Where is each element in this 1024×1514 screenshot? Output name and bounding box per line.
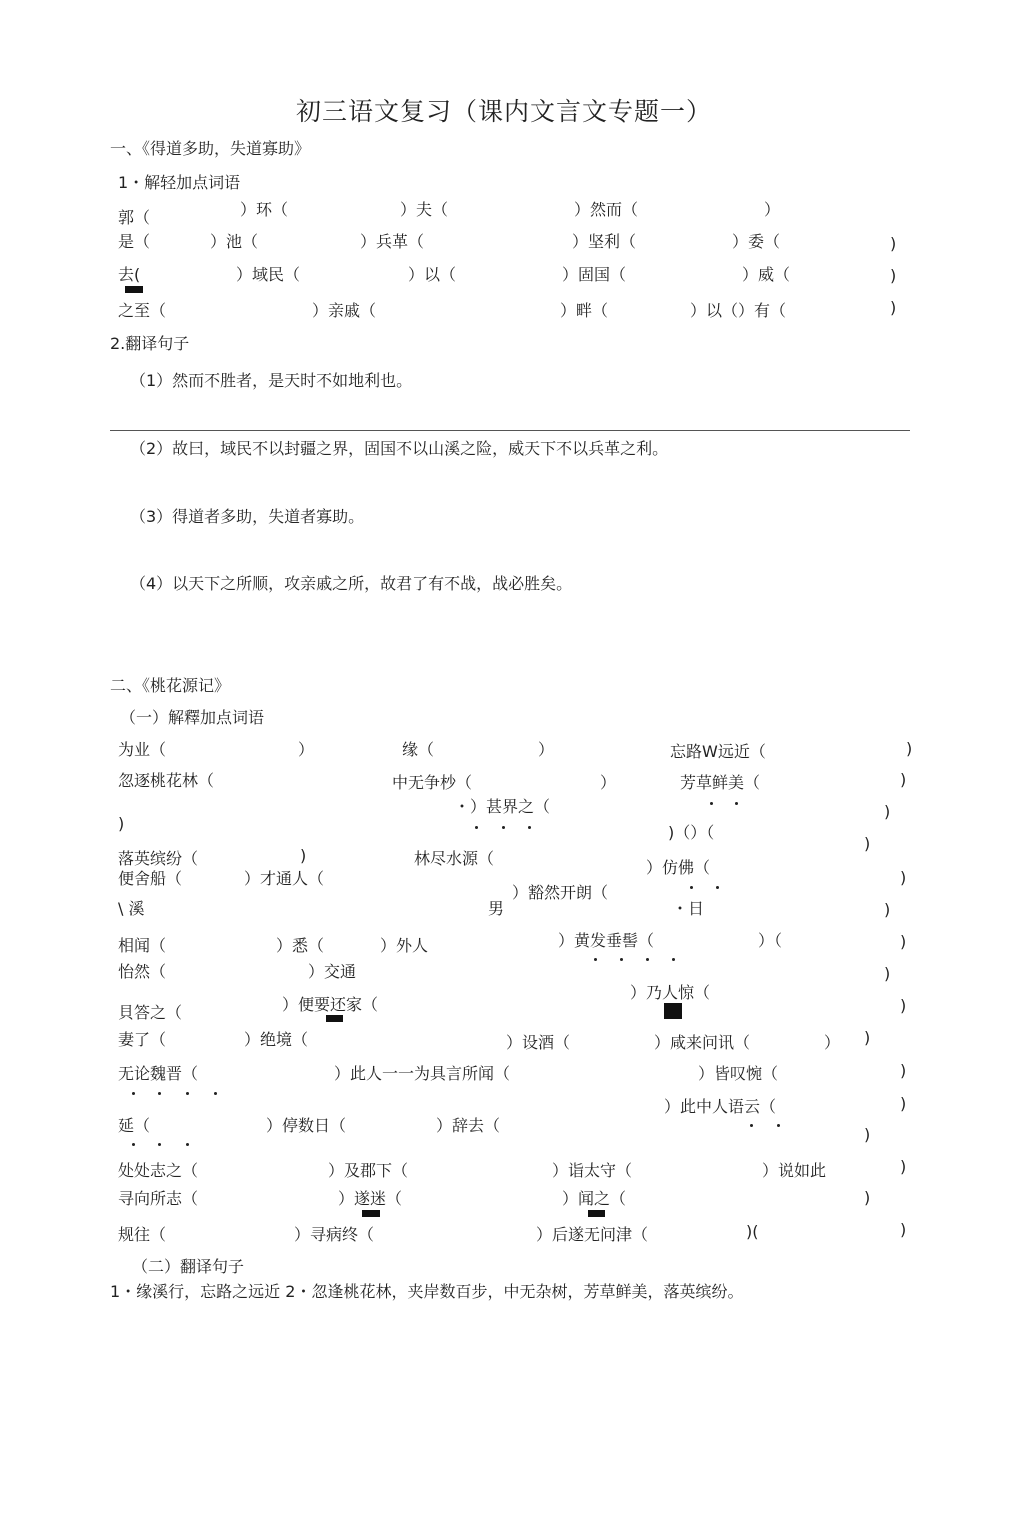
blank-label: 男 <box>488 899 505 918</box>
blank-label: ）皆叹惋（ <box>698 1064 779 1083</box>
emphasis-dot <box>158 1143 161 1146</box>
emphasis-dot <box>672 958 675 961</box>
blank-label: ）域民（ <box>236 265 301 284</box>
emphasis-dot <box>158 1092 161 1095</box>
emphasis-dot <box>735 802 738 805</box>
blank-label: ) <box>864 1028 871 1047</box>
blank-label: ）才通人（ <box>244 869 325 888</box>
blank-label: ）此人一一为具言所闻（ <box>334 1064 511 1083</box>
blank-label: ) <box>900 1061 907 1080</box>
blank-label: 便舍船（ <box>118 869 183 888</box>
emphasis-dot <box>132 1092 135 1095</box>
emphasis-mark <box>125 286 143 293</box>
blank-label: ) <box>900 868 907 887</box>
translation-sentence: （2）故曰，域民不以封疆之界，固国不以山溪之险，威天下不以兵革之利。 <box>130 439 669 458</box>
blank-label: ) <box>300 846 307 865</box>
blank-label: ） <box>824 1033 841 1052</box>
blank-label: ）诣太守（ <box>552 1161 633 1180</box>
blank-label: ) <box>890 234 897 253</box>
blank-label: ）夫（ <box>400 200 449 219</box>
blank-label: 无论魏晋（ <box>118 1064 199 1083</box>
emphasis-dot <box>475 826 478 829</box>
blank-label: 处处志之（ <box>118 1161 199 1180</box>
blank-label: ）威（ <box>742 265 791 284</box>
blank-label: 之至（ <box>118 301 167 320</box>
blank-label: ）寻病终（ <box>294 1225 375 1244</box>
blank-label: ) <box>890 266 897 285</box>
blank-label: ）停数日（ <box>266 1116 347 1135</box>
blank-label: ） <box>600 773 617 792</box>
blank-label: ）畔（ <box>560 301 609 320</box>
blank-label: 为业（ <box>118 740 167 759</box>
section-2-subheading-words: （一）解釋加点词语 <box>120 708 265 727</box>
blank-label: ) <box>864 834 871 853</box>
emphasis-mark <box>326 1015 343 1022</box>
section-1-subheading-translate: 2.翻译句子 <box>110 334 190 353</box>
blank-label: \ 溪 <box>118 899 145 918</box>
emphasis-dot <box>777 1124 780 1127</box>
blank-label: ・）甚界之（ <box>454 797 551 816</box>
blank-label: ）及郡下（ <box>328 1161 409 1180</box>
translation-sentence: （1）然而不胜者，是天时不如地利也。 <box>130 371 413 390</box>
blank-label: 落英缤纷（ <box>118 849 199 868</box>
section-1-heading: 一、《得道多助，失道寡助》 <box>110 139 311 158</box>
blank-label: 是（ <box>118 232 151 251</box>
blank-label: ）闻之（ <box>562 1189 627 1208</box>
page-title: 初三语文复习（课内文言文专题一） <box>296 97 713 126</box>
emphasis-dot <box>186 1143 189 1146</box>
blank-label: ) <box>864 1188 871 1207</box>
blank-label: 延（ <box>118 1116 151 1135</box>
blank-label: 貝答之（ <box>118 1003 183 1022</box>
blank-label: ）设酒（ <box>506 1033 571 1052</box>
blank-label: )（）（ <box>668 823 715 842</box>
translation-sentence: 1・缘溪行，忘路之远近 2・忽逢桃花林，夹岸数百步，中无杂树，芳草鲜美，落英缤纷。 <box>110 1282 744 1301</box>
emphasis-dot <box>646 958 649 961</box>
emphasis-dot <box>690 886 693 889</box>
blank-label: 中无争杪（ <box>392 773 473 792</box>
blank-label: ）环（ <box>240 200 289 219</box>
blank-label: ）后遂无问津（ <box>536 1225 649 1244</box>
blank-label: ）说如此 <box>762 1161 827 1180</box>
blank-label: ) <box>884 900 891 919</box>
blank-label: 去( <box>118 265 141 284</box>
blank-label: ・日 <box>672 899 705 918</box>
blank-label: ) <box>900 1094 907 1113</box>
blank-label: )( <box>746 1222 759 1241</box>
blank-label: ）黄发垂髻（ <box>558 931 655 950</box>
emphasis-dot <box>750 1124 753 1127</box>
emphasis-dot <box>132 1143 135 1146</box>
blank-label: ) <box>900 1157 907 1176</box>
blank-label: 郭（ <box>118 208 151 227</box>
section-2-subheading-translate: （二）翻译句子 <box>132 1257 245 1276</box>
emphasis-dot <box>528 826 531 829</box>
blank-label: ) <box>864 1125 871 1144</box>
blank-label: 相闻（ <box>118 936 167 955</box>
blank-label: ) <box>906 739 913 758</box>
blank-label: ) <box>118 814 125 833</box>
blank-label: ）交通 <box>308 962 357 981</box>
blank-label: ) <box>900 1220 907 1239</box>
blank-label: 林尽水源（ <box>414 849 495 868</box>
blank-label: ）兵革（ <box>360 232 425 251</box>
blank-label: 芳草鲜美（ <box>680 773 761 792</box>
emphasis-dot <box>716 886 719 889</box>
blank-label: ）豁然开朗（ <box>512 883 609 902</box>
answer-line <box>110 430 910 431</box>
blank-label: 缘（ <box>402 740 435 759</box>
blank-label: ）便要还家（ <box>282 995 379 1014</box>
blank-label: ）外人 <box>380 936 429 955</box>
emphasis-mark <box>664 1003 682 1019</box>
blank-label: ）此中人语云（ <box>664 1097 777 1116</box>
blank-label: ) <box>900 770 907 789</box>
blank-label: ) <box>890 298 897 317</box>
blank-label: ）坚利（ <box>572 232 637 251</box>
blank-label: ）然而（ <box>574 200 639 219</box>
emphasis-dot <box>214 1092 217 1095</box>
blank-label: 忘路W远近（ <box>670 742 766 761</box>
emphasis-dot <box>620 958 623 961</box>
blank-label: ）悉（ <box>276 936 325 955</box>
blank-label: ) <box>884 802 891 821</box>
blank-label: ）遂迷（ <box>338 1189 403 1208</box>
emphasis-dot <box>502 826 505 829</box>
emphasis-mark <box>588 1210 605 1217</box>
blank-label: ）乃人惊（ <box>630 983 711 1002</box>
blank-label: ）以（）有（ <box>690 301 787 320</box>
blank-label: ）固国（ <box>562 265 627 284</box>
blank-label: ）咸来问讯（ <box>654 1033 751 1052</box>
emphasis-dot <box>594 958 597 961</box>
blank-label: ） <box>538 740 555 759</box>
emphasis-dot <box>710 802 713 805</box>
blank-label: ） <box>764 200 781 219</box>
blank-label: 怡然（ <box>118 962 167 981</box>
blank-label: ) <box>900 996 907 1015</box>
section-2-heading: 二、《桃花源记》 <box>110 676 231 695</box>
blank-label: ）以（ <box>408 265 457 284</box>
blank-label: 寻向所志（ <box>118 1189 199 1208</box>
translation-sentence: （3）得道者多助，失道者寡助。 <box>130 507 365 526</box>
blank-label: ）委（ <box>732 232 781 251</box>
emphasis-mark <box>362 1210 380 1217</box>
translation-sentence: （4）以天下之所顺，攻亲戚之所，故君了有不战，战必胜矣。 <box>130 574 573 593</box>
blank-label: ）辞去（ <box>436 1116 501 1135</box>
blank-label: ）池（ <box>210 232 259 251</box>
emphasis-dot <box>186 1092 189 1095</box>
blank-label: 规往（ <box>118 1225 167 1244</box>
blank-label: ） <box>298 740 315 759</box>
blank-label: ）仿佛（ <box>646 858 711 877</box>
blank-label: 忽逐桃花林（ <box>118 771 215 790</box>
blank-label: ）绝境（ <box>244 1030 309 1049</box>
blank-label: ) <box>900 932 907 951</box>
blank-label: ) <box>884 964 891 983</box>
blank-label: ）亲戚（ <box>312 301 377 320</box>
blank-label: 妻了（ <box>118 1030 167 1049</box>
section-1-subheading-words: 1・解轻加点词语 <box>118 173 241 192</box>
blank-label: ）（ <box>758 931 783 950</box>
